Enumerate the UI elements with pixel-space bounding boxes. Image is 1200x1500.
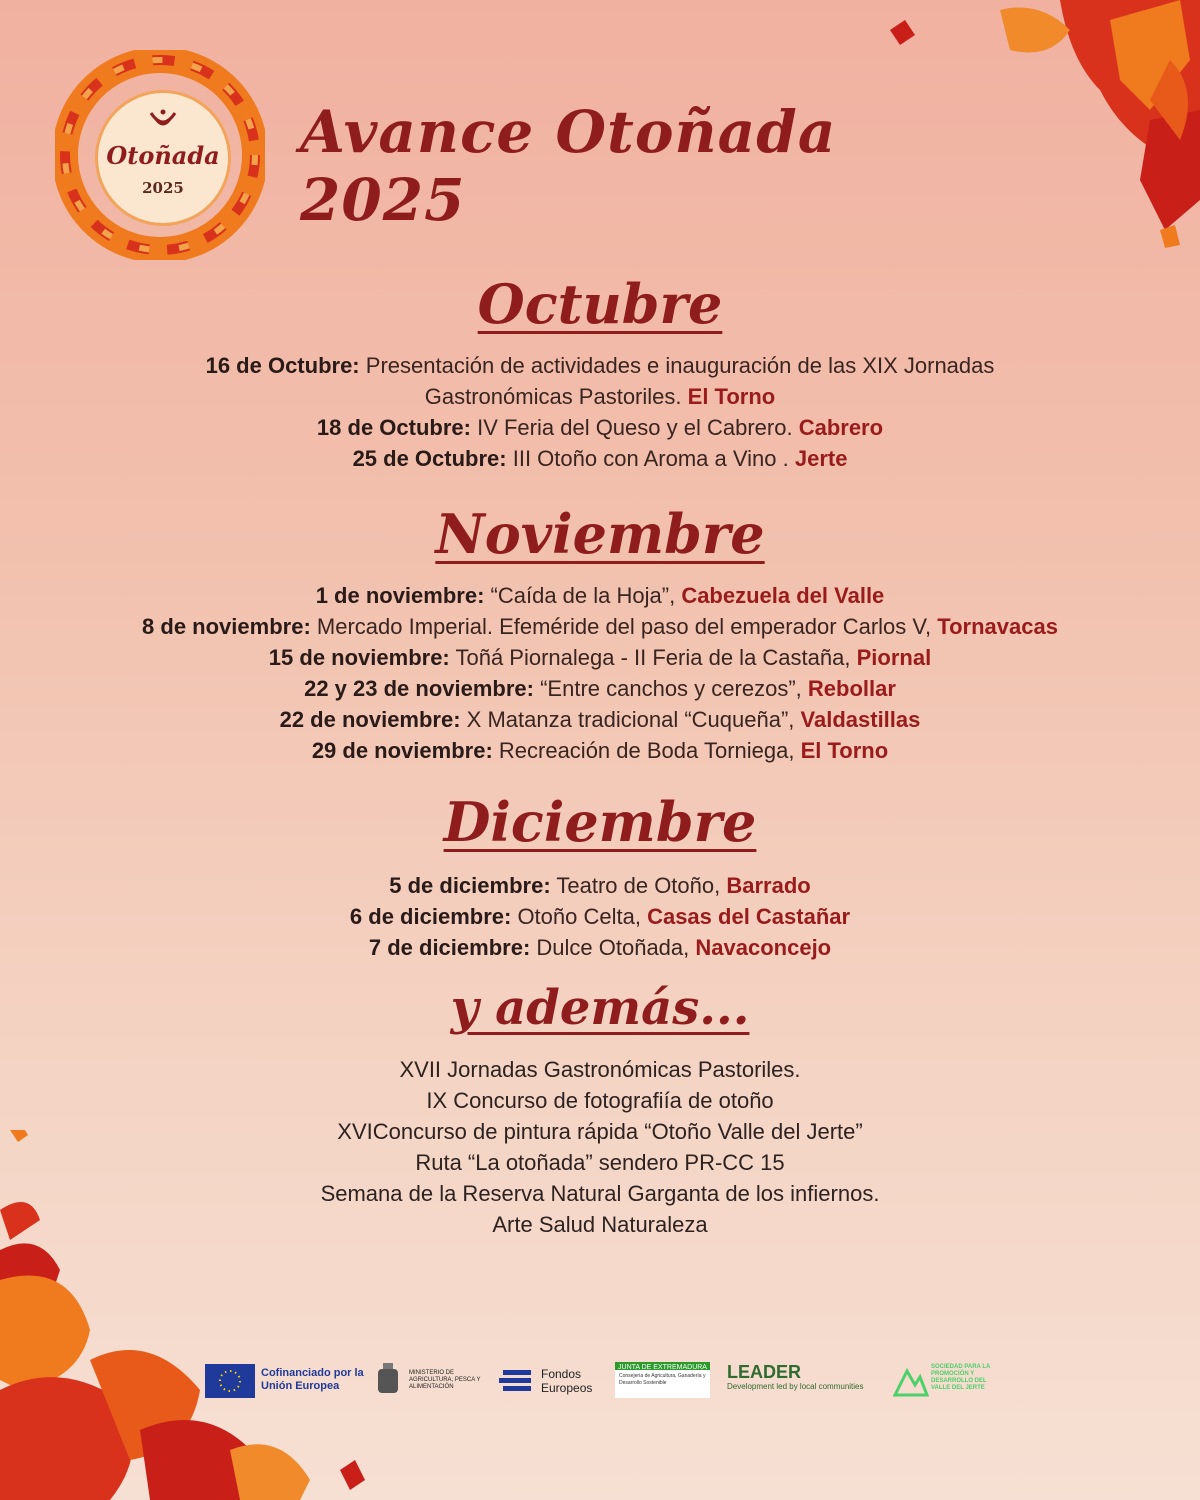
place-label: Piornal (856, 645, 932, 670)
extra-item: Arte Salud Naturaleza (492, 1212, 708, 1237)
event-oct-16: 16 de Octubre: Presentación de actividades e inauguración de las XIX Jornadas (205, 353, 995, 378)
heading-octubre: Octubre (477, 272, 723, 336)
leader-logo: LEADER Development led by local communities (727, 1362, 864, 1391)
otonada-logo (55, 50, 265, 260)
place-label: Cabrero (798, 415, 884, 440)
extra-item: XVIConcurso de pintura rápida “Otoño Valle del Jerte” (337, 1119, 863, 1144)
extra-item: IX Concurso de fotografiía de otoño (426, 1088, 774, 1113)
page-title: Avance Otoñada 2025 (300, 98, 837, 234)
stripes-icon (495, 1364, 535, 1398)
list-ademas (0, 1054, 1200, 1240)
extra-item: XVII Jornadas Gastronómicas Pastoriles. (399, 1057, 801, 1082)
heading-diciembre: Diciembre (443, 790, 757, 854)
place-label: Barrado (726, 873, 811, 898)
heading-noviembre: Noviembre (435, 502, 765, 566)
place-label: Valdastillas (800, 707, 921, 732)
event-nov-15: 15 de noviembre: Toñá Piornalega - II Feria de la Castaña, Piornal (268, 645, 932, 670)
event-nov-22: 22 de noviembre: X Matanza tradicional “Cuqueña”, Valdastillas (279, 707, 921, 732)
place-label: Rebollar (807, 676, 896, 701)
event-nov-29: 29 de noviembre: Recreación de Boda Torniega, El Torno (311, 738, 889, 763)
place-label: Navaconcejo (695, 935, 832, 960)
extra-item: Semana de la Reserva Natural Garganta de los infiernos. (320, 1181, 880, 1206)
sponsor-logos (205, 1362, 1005, 1400)
place-label: Cabezuela del Valle (681, 583, 885, 608)
sociedad-valle-jerte-logo: SOCIEDAD PARA LA PROMOCIÓN Y DESARROLLO DEL VALLE DEL JERTE (893, 1362, 1003, 1400)
event-nov-8: 8 de noviembre: Mercado Imperial. Efeméride del paso del emperador Carlos V, Tornavacas (142, 614, 1058, 639)
event-oct-18: 18 de Octubre: IV Feria del Queso y el Cabrero. Cabrero (316, 415, 884, 440)
place-label: Tornavacas (937, 614, 1058, 639)
event-dic-7: 7 de diciembre: Dulce Otoñada, Navaconcejo (368, 935, 832, 960)
eu-flag-icon (205, 1364, 255, 1398)
coat-of-arms-icon (373, 1363, 403, 1399)
eu-logo: Cofinanciado por la Unión Europea (205, 1362, 370, 1400)
place-label: Jerte (794, 446, 848, 471)
event-nov-1: 1 de noviembre: “Caída de la Hoja”, Cabezuela del Valle (315, 583, 885, 608)
list-octubre (0, 350, 1200, 474)
place-label: Casas del Castañar (647, 904, 851, 929)
fondos-europeos-logo: Fondos Europeos (495, 1362, 605, 1400)
place-label: El Torno (800, 738, 889, 763)
mountains-icon (893, 1363, 929, 1399)
list-diciembre (0, 870, 1200, 963)
event-dic-5: 5 de diciembre: Teatro de Otoño, Barrado (389, 873, 811, 898)
event-dic-6: 6 de diciembre: Otoño Celta, Casas del Castañar (349, 904, 851, 929)
junta-extremadura-logo: JUNTA DE EXTREMADURA Consejería de Agricultura, Ganadería y Desarrollo Sostenible (615, 1362, 710, 1398)
event-nov-22-23: 22 y 23 de noviembre: “Entre canchos y cerezos”, Rebollar (304, 676, 896, 701)
logo-name: Otoñada (106, 141, 220, 170)
logo-year: 2025 (142, 179, 184, 197)
cup-icon (148, 109, 178, 133)
event-oct-25: 25 de Octubre: III Otoño con Aroma a Vino . Jerte (352, 446, 848, 471)
ministerio-logo: MINISTERIO DE AGRICULTURA, PESCA Y ALIMENTACIÓN (373, 1362, 488, 1400)
event-oct-16-cont: Gastronómicas Pastoriles. El Torno (424, 384, 776, 409)
list-noviembre (0, 580, 1200, 766)
heading-ademas: y además... (450, 980, 750, 1036)
place-label: El Torno (687, 384, 776, 409)
extra-item: Ruta “La otoñada” sendero PR-CC 15 (415, 1150, 785, 1175)
